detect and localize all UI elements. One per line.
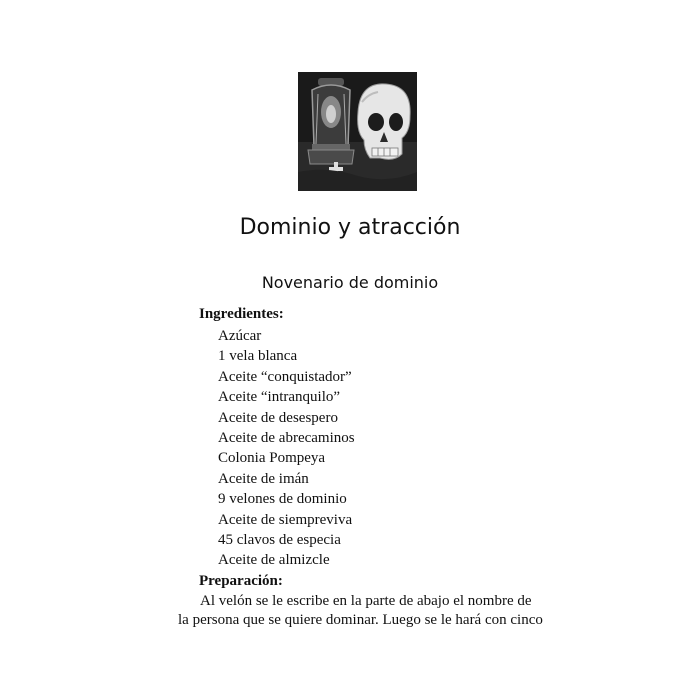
preparation-heading: Preparación: [199, 573, 283, 589]
preparation-line: Al velón se le escribe en la parte de abajo el nombre de [200, 593, 532, 609]
skull-lantern-illustration [298, 72, 417, 191]
ingredient-item: Aceite de abrecaminos [218, 430, 355, 447]
ingredient-item: Aceite “conquistador” [218, 368, 352, 385]
ingredient-item: 1 vela blanca [218, 348, 298, 365]
ingredient-item: Aceite “intranquilo” [218, 389, 341, 406]
ingredient-list [218, 326, 355, 571]
lantern-icon [308, 78, 354, 164]
skull-icon [358, 84, 411, 159]
ingredients-heading: Ingredientes: [199, 306, 284, 322]
ingredient-item: Aceite de desespero [218, 409, 338, 426]
ingredient-item: Aceite de almizcle [218, 552, 330, 569]
skull-lantern-image [298, 72, 417, 191]
ingredient-item: Aceite de siempreviva [218, 511, 353, 528]
preparation-line: la persona que se quiere dominar. Luego se le hará con cinco [178, 612, 543, 628]
ingredient-item: Aceite de imán [218, 470, 309, 487]
ingredient-item: 45 clavos de especia [218, 532, 341, 549]
ingredient-item: Colonia Pompeya [218, 450, 326, 467]
ingredient-item: Azúcar [218, 328, 262, 344]
ingredient-item: 9 velones de dominio [218, 491, 347, 508]
section-title: Novenario de dominio [261, 273, 439, 292]
chapter-title: Dominio y atracción [239, 215, 461, 240]
preparation-paragraph [178, 592, 543, 630]
